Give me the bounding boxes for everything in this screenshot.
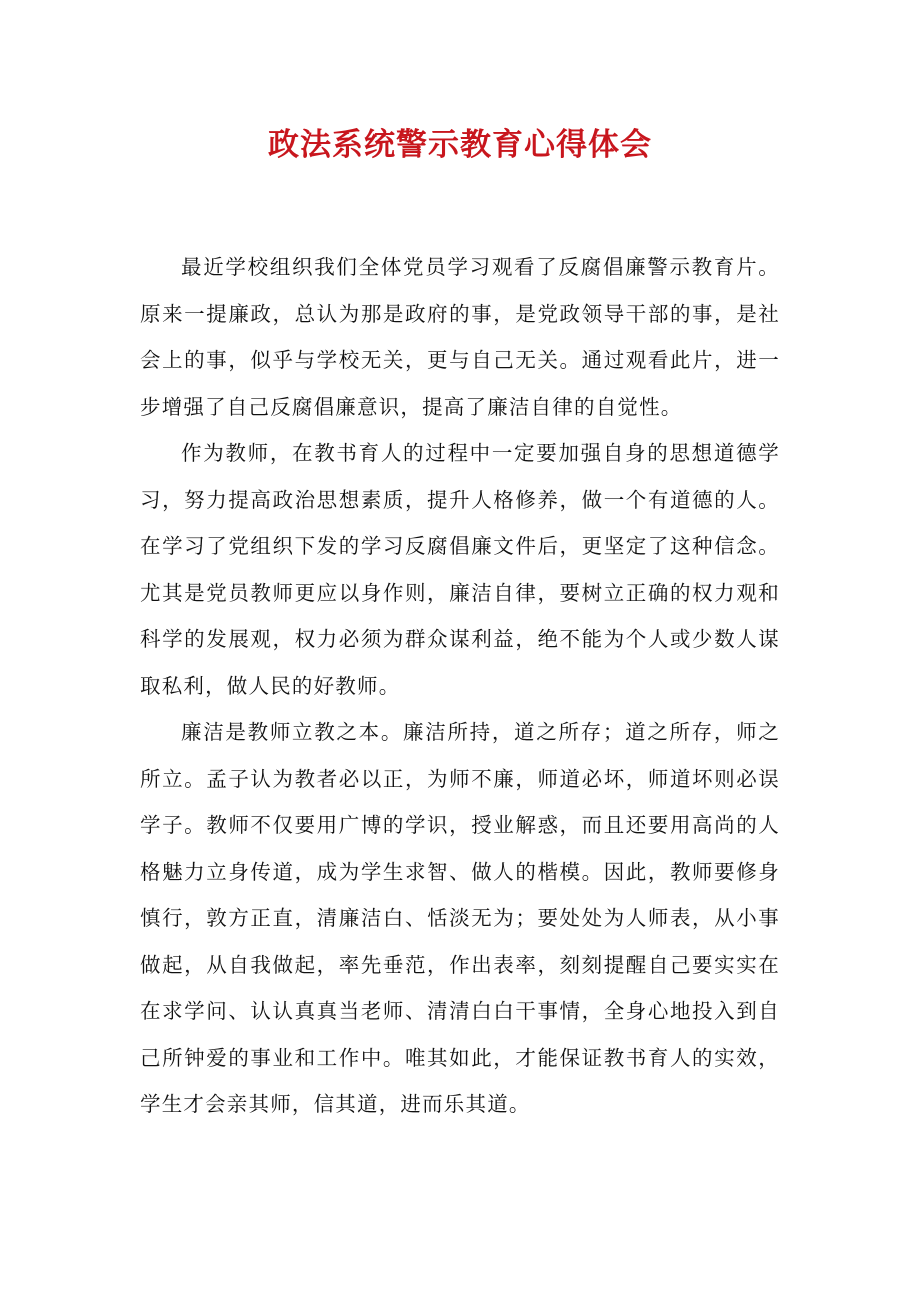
paragraph-1: 最近学校组织我们全体党员学习观看了反腐倡廉警示教育片。原来一提廉政，总认为那是政府的事，是党政领导干部的事，是社会上的事，似乎与学校无关，更与自己无关。通过观看此片，进一步增强了自己反腐倡廉意识，提高了廉洁自律的自觉性。: [140, 255, 780, 419]
paragraph-3: 廉洁是教师立教之本。廉洁所持，道之所存；道之所存，师之所立。孟子认为教者必以正，为师不廉，师道必坏，师道坏则必误学子。教师不仅要用广博的学识，授业解惑，而且还要用高尚的人格魅力立身传道，成为学生求智、做人的楷模。因此，教师要修身慎行，敦方正直，清廉洁白、恬淡无为；要处处为人师表，从小事做起，从自我做起，率先垂范，作出表率，刻刻提醒自己要实实在在求学问、认认真真当老师、清清白白干事情，全身心地投入到自己所钟爱的事业和工作中。唯其如此，才能保证教书育人的实效，学生才会亲其师，信其道，进而乐其道。: [140, 720, 780, 1116]
document-title: 政法系统警示教育心得体会: [268, 127, 652, 163]
document-body: [140, 244, 780, 1128]
paragraph-2: 作为教师，在教书育人的过程中一定要加强自身的思想道德学习，努力提高政治思想素质，提升人格修养，做一个有道德的人。在学习了党组织下发的学习反腐倡廉文件后，更坚定了这种信念。尤其是党员教师更应以身作则，廉洁自律，要树立正确的权力观和科学的发展观，权力必须为群众谋利益，绝不能为个人或少数人谋取私利，做人民的好教师。: [140, 441, 780, 698]
